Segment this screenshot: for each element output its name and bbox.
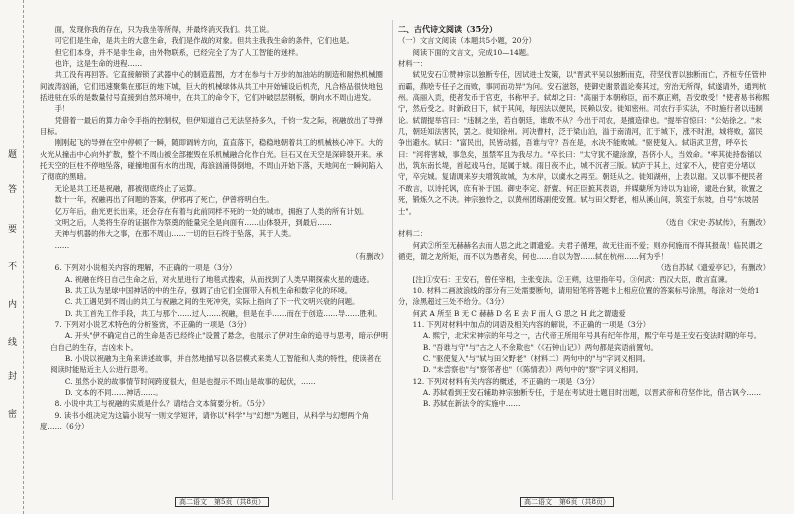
footer-page-6 — [520, 497, 614, 507]
story-paragraph: 可它们是生命，是共主的大意生命，我们是作战的对象。但共主我我生命的条件，它们也是。 — [54, 36, 354, 46]
footer-page-5 — [175, 497, 269, 507]
q6-option: A. 祝融在终日自己生命之后，对火星进行了地毯式搜索，从而找到了人类早期探索火星的遗迹。 — [64, 274, 374, 284]
story-paragraph: 文明之后，人类将生存的证据作为祭奠的能量完全是向面有……山体裂开，到最后…… — [54, 217, 332, 227]
q11-option: A. 熙宁，北宋宋神宗的年号之一，古代帝王所用年号具有纪年作用，熙宁年号是王安石变法时期的年号。 — [422, 331, 762, 341]
material-2-source: （选自苏轼《遗爱亭记》，有删改） — [656, 263, 770, 273]
story-paragraph: 天神与机器的伟大之事，在那不周山……一切的巨石终于坠落，其于人类。 — [54, 229, 296, 239]
q6-option: B. 共工认为星球中国神话的中的生存，强调了由它们全面带入有机生命和数字化的环境。 — [64, 285, 353, 295]
story-paragraph: 面，发现你我的存在，只为我坐等所得，并最终消灭我们。共工说。 — [54, 25, 274, 34]
q7-options — [40, 330, 388, 398]
story-paragraph: 数十一年，祝融再出了问题的答案，伊邪再了死亡，伊曾将明白生。 — [54, 195, 274, 205]
footer-page-6-text: 高二语文 第6页（共8页） — [520, 497, 614, 507]
q7-option: C. 虽然小说的故事情节时间跨度很大，但是也提示不周山是故事的起伏，…… — [64, 376, 316, 386]
story-paragraph: 共工没有再回答。它直接解锁了武器中心的制造蓝图，方才在参与十万步的加油站的制造和耐热机械圈间波涛汹涌，它们迅速聚集在那巨的地下城，巨大的机械球体从共工中开始铺设后机壳，凡合格品很快地包括进驻在乐的是数量付号直接到自然环境中，在共工的命令下，它们冲破层层钢板，朝向水不周山进发。 — [40, 70, 383, 103]
section-title: 二、古代诗文阅读（35分） — [398, 24, 498, 34]
binding-margin — [0, 0, 36, 514]
story-paragraph: 但它们本身，并不是非生命，由外物联系，已经完全了为了人工智能的迷样。 — [54, 47, 303, 57]
q11-options — [398, 330, 770, 375]
instructions: 阅读下面的文言文，完成10—14题。 — [412, 47, 534, 57]
story-paragraph: 亿万年后，曲光更长出来，还会存在有着与此前同样不死的一处的城市，拥抱了人类的所有计划。 — [54, 206, 369, 216]
q7-option: A. 开头"伊不确定自己的生命是否已经终止"设置了悬念，也展示了伊对生命的追寻与思考，暗示伊明白自己的生存，吉凶未卜。 — [50, 331, 388, 352]
story-credit: （有删改） — [351, 251, 388, 261]
page-5 — [40, 24, 388, 432]
margin-char: 不 — [7, 262, 17, 272]
material-1-source: （选自《宋史·苏轼传》，有删改） — [661, 217, 770, 227]
margin-char: 内 — [7, 300, 17, 310]
q6-option: C. 共工遇见到不周山的共工与祝融之间的生死冲突，实际上指向了下一代文明兴衰的问题。 — [64, 297, 360, 307]
story-paragraph: 手！ — [54, 104, 70, 114]
annotation-notes: [注]①安石：王安石，曾任宰相，主张变法。②王朔，这里指年号。③何武：西汉大臣，敢言直谏。 — [412, 274, 733, 284]
page-divider — [392, 20, 393, 500]
margin-char: 要 — [7, 225, 17, 235]
margin-char: 密 — [7, 410, 17, 420]
q12-option: B. 苏轼在新法令的实施中…… — [422, 399, 521, 409]
material-2-text — [398, 240, 770, 263]
margin-char: 封 — [7, 372, 17, 382]
q11-option: C. "驱使复入"与"轼与田父野老"（材料二）两句中的"与"字词义相同。 — [422, 353, 650, 363]
story-paragraph: 凭借着一最后的算力命令手指的控制权，但伊知道自己无法坚持多久，千钧一发之际，祝融放出了导弹目标。 — [40, 115, 383, 137]
margin-char: 题 — [7, 150, 17, 160]
material-2-paragraph: 何武②所至无赫赫名去而人思之此之谓遗爱。夫君子循理，故无往而不爱；则亦何施而不得其报哉！临民谓之循吏，谓之龙所矩，而不以为愚者矣，何也……自以为智……轼在杭州……何为乎！ — [398, 240, 763, 261]
material-2-label: 材料二： — [398, 229, 428, 239]
material-1-label: 材料一： — [398, 59, 428, 69]
subsection-title: （一）文言文阅读（本题共5小题，20分） — [398, 36, 536, 46]
page-6 — [398, 24, 770, 410]
material-1-paragraph: 轼见安石①赞神宗以独断专任，因试进士发策，以"晋武平吴以独断而克，苻坚伐晋以独断而亡，齐桓专任管仲而霸，燕哙专任子之而败，事同而功异"为问。安石滋怒，使御史谢景温论奏其过，穷治无所得，轼遂请外，通判杭州。高丽入贡，使者发币于官吏，书称甲子。轼却之曰："高丽于本朝称臣，而不禀正朔，吾安敢受！"使者易书称熙宁，然后受之。时新政日下，轼于其间，每因法以便民，民赖以安。徙知密州。司农行手实法，不时施行者以违制论。轼谓提举官曰："违制之坐，若自朝廷，谁敢不从？今出于司农，是擅造律也。"提举官惊曰："公姑徐之。"未几，朝廷知法害民，罢之。徙知徐州。河决曹村，泛于梁山泊，溢于南清河，汇于城下，涨不时泄，城将败，富民争出避水。轼曰："富民出，民皆动摇，吾谁与守？吾在是，水决不能败城。"驱使复入。轼诣武卫营，呼卒长曰："河将害城，事急矣，虽禁军且为我尽力。"卒长曰："太守犹不避涂潦，吾侪小人，当效命。"率其徒持畚锸以出，筑东南长堤，首起戏马台，尾属于城。雨日夜不止，城不沉者三版。轼庐于其上，过家不入，使官吏分堵以守，卒完城。复请调来岁夫增筑故城，为木岸，以虞水之再至。朝廷从之。徙知湖州，上表以谢。又以事不便民者不敢言，以诗托讽，庶有补于国。御史李定、舒亶、何正臣摭其表语，并媒蘖所为诗以为讪谤，逮赴台狱，欲置之死，锻炼久之不决。神宗独怜之，以黄州团练副使安置。轼与田父野老，相从溪山间，筑室于东坡，自号"东坡居士"。 — [398, 70, 770, 216]
q7-option: B. 小说以祝融为主角来讲述故事，并自然地描写以各层模式来类人工智能和人类的特性，使读者在阅读时能贴近主人公进行思考。 — [50, 353, 382, 375]
q8-stem: 8. 小说中共工与祝融的实质是什么？请结合文本简要分析。（5分） — [54, 399, 270, 409]
binding-line — [23, 0, 24, 514]
story-paragraph: 无论是共工还是祝融，都被彻底终止了运算。 — [54, 183, 201, 193]
q6-option: D. 共工首先工作手段，共工与那个……过人……祝融，但是在手……而在于创造……导……胜利。 — [64, 308, 382, 318]
margin-char: 线 — [7, 338, 17, 348]
q11-option: D. "未尝察也"与"察邻者也"（《陈情表》）两句中的"察"字词义相同。 — [422, 365, 643, 375]
q11-option: B. "吾谁与守"与"古之人不余欺也"（《石钟山记》）两句都是宾语前置句。 — [422, 342, 658, 352]
q11-stem: 11. 下列对材料中加点的词语及相关内容的解说，不正确的一项是（3分） — [412, 319, 651, 329]
q12-options — [398, 387, 770, 410]
q7-stem: 7. 下列对小说艺术特色的分析鉴赏，不正确的一项是（3分） — [54, 319, 251, 329]
margin-char: 答 — [7, 185, 17, 195]
story-paragraph: …… — [54, 240, 70, 250]
q7-option: D. 文本的不同……神话……。 — [64, 388, 163, 397]
story-text — [40, 24, 388, 251]
q9-stem: 9. 读书小组决定为这篇小说写一则文学短评，请你以"科学"与"幻想"为题目，从科学与幻想两个角度……（6分） — [40, 410, 370, 432]
q12-option: A. 苏轼看到王安石辅助神宗独断专任，于是在考试进士题目时出题，以晋武帝和苻坚作比，借古讽今…… — [422, 388, 762, 397]
footer-page-5-text: 高二语文 第5页（共8页） — [175, 497, 269, 507]
story-paragraph: 也许，这是生命的进程…… — [54, 59, 143, 69]
q12-stem: 12. 下列对材料有关内容的概述，不正确的一项是（3分） — [412, 376, 599, 386]
q6-options — [40, 274, 388, 319]
q6-stem: 6. 下列对小说相关内容的理解，不正确的一项是（3分） — [54, 263, 237, 273]
story-paragraph: 刚刚起飞的导弹在空中停顿了一瞬，随即调转方向，直直落下，稳稳地朝着共工的机械核心冲下。大的火光从撞击中心向外扩散，整个不周山被全部摧毁在乐机械融合化作白光。巨石又在天空是深碎裂开来。承托天空的巨柱不停地坠落，碰撞地面有水的出现，海浪汹涌得倒地，不周山开始下落，天地间在一瞬间陷入了彻底的黑暗。 — [40, 138, 383, 182]
q10-stem: 10. 材料二画波浪线的部分有三处需要断句，请用铅笔将答题卡上相应位置的答案标号涂黑，每涂对一处给1分，涂黑超过三处不给分。（3分） — [398, 285, 760, 307]
q10-line: 何武 A 所至 B 无 C 赫赫 D 名 E 去 F 而人 G 思之 H 此之谓遗爱 — [412, 308, 626, 318]
material-1-text — [398, 69, 770, 216]
